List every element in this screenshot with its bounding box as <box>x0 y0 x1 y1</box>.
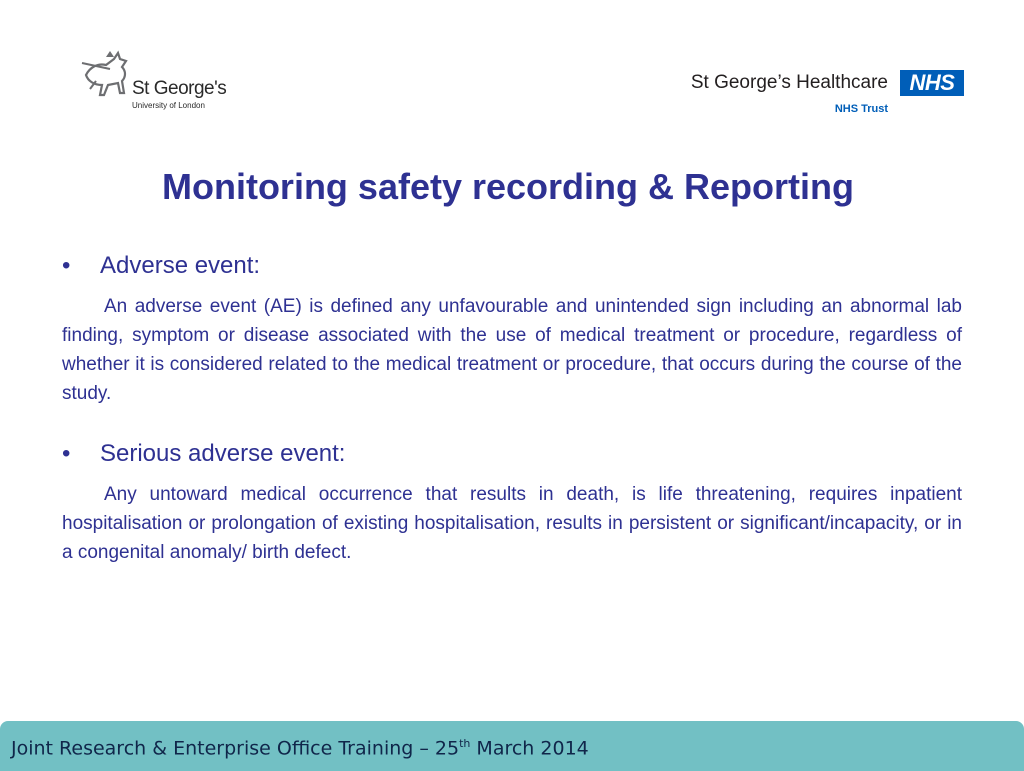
horse-rider-icon <box>80 45 140 105</box>
definition-paragraph: Any untoward medical occurrence that results in death, is life threatening, requires inpatient hospitalisation or prolongation of existing hospitalisation, results in persistent or significant/incapacity, or in a congenital anomaly/ birth defect. <box>62 484 962 563</box>
bullet-marker: • <box>62 440 71 467</box>
logo-left-subtitle: University of London <box>132 101 205 110</box>
bullet-heading: Serious adverse event: <box>100 440 346 467</box>
footer-text <box>11 737 589 759</box>
logo-left-name: St George's <box>132 78 227 99</box>
footer-superscript: th <box>459 737 471 750</box>
bullet-marker: • <box>62 252 71 279</box>
logo-right-name: St George’s Healthcare <box>690 72 888 93</box>
nhs-trust-logo <box>664 70 964 120</box>
footer-band <box>0 721 1024 771</box>
footer-text-date: March 2014 <box>470 737 589 760</box>
bullet-adverse-event <box>62 252 962 280</box>
slide-title: Monitoring safety recording & Reporting <box>161 166 854 207</box>
nhs-badge: NHS <box>900 70 964 96</box>
logo-right-trust: NHS Trust <box>834 103 888 115</box>
st-georges-university-logo <box>80 45 230 120</box>
definition-paragraph: An adverse event (AE) is defined any unfavourable and unintended sign including an abnormal lab finding, symptom or disease associated with the use of medical treatment or procedure, regardless of whether it is considered related to the medical treatment or procedure, that occurs during the course of the study. <box>62 296 962 404</box>
bullet-heading: Adverse event: <box>100 252 261 279</box>
bullet-serious-adverse-event <box>62 440 962 468</box>
footer-text-main: Joint Research & Enterprise Office Training – 25 <box>11 737 460 760</box>
slide-content <box>62 252 962 567</box>
